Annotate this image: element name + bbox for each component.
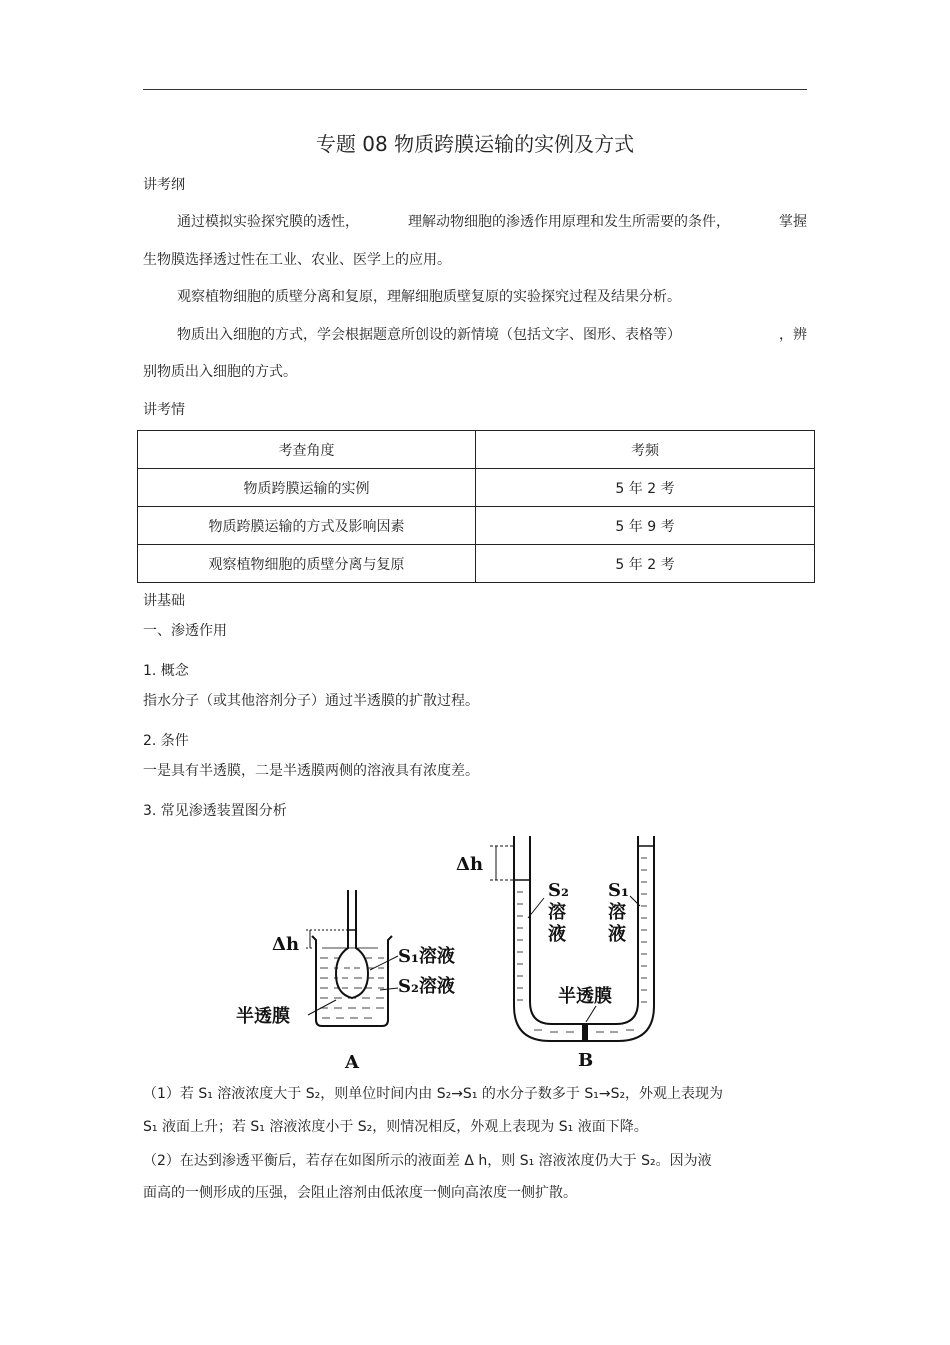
fig-a-delta-h-label: Δh: [272, 934, 300, 955]
fig-b-s1-label: S₁: [608, 880, 629, 901]
table-header-cell: 考频: [476, 431, 815, 469]
analysis-1-line1: （1）若 S₁ 溶液浓度大于 S₂，则单位时间内由 S₂→S₁ 的水分子数多于 S₁→S₂，外观上表现为: [143, 1086, 724, 1102]
analysis-1-line2: S₁ 液面上升；若 S₁ 溶液浓度小于 S₂，则情况相反，外观上表现为 S₁ 液面下降。: [143, 1119, 648, 1135]
page-title: 专题 08 物质跨膜运输的实例及方式: [315, 132, 635, 156]
fig-b-s2-label: S₂: [548, 880, 569, 901]
fig-a-membrane-label: 半透膜: [236, 1006, 290, 1027]
table-cell: 物质跨膜运输的实例: [138, 469, 476, 507]
osmosis-device-a: [230, 890, 480, 1075]
kaogang-paragraph-2: 观察植物细胞的质壁分离和复原，理解细胞质壁复原的实验探究过程及结果分析。: [177, 289, 681, 305]
kaogang-p3-part-a: 物质出入细胞的方式，学会根据题意所创设的新情境（包括文字、图形、表格等）: [177, 327, 681, 343]
fig-b-s2-char1: 溶: [548, 902, 566, 923]
analysis-2-line1: （2）在达到渗透平衡后，若存在如图所示的液面差 Δ h，则 S₁ 溶液浓度仍大于 S₂。因为液: [143, 1153, 712, 1169]
kaogang-p1-part-a: 通过模拟实验探究膜的透性，: [177, 214, 359, 230]
condition-title: 2. 条件: [143, 733, 189, 749]
fig-b-s2-char2: 液: [548, 924, 566, 945]
fig-a-s2-label: S₂溶液: [398, 976, 455, 997]
kaogang-p3-line2: 别物质出入细胞的方式。: [143, 364, 297, 380]
kaogang-p1-line2: 生物膜选择透过性在工业、农业、医学上的应用。: [143, 252, 451, 268]
header-rule: [143, 89, 807, 90]
fig-a-s1-label: S₁溶液: [398, 946, 455, 967]
analysis-2-line2: 面高的一侧形成的压强，会阻止溶剂由低浓度一侧向高浓度一侧扩散。: [143, 1185, 577, 1201]
concept-title: 1. 概念: [143, 663, 189, 679]
table-cell: 5 年 9 考: [476, 507, 815, 545]
table-cell: 5 年 2 考: [476, 469, 815, 507]
concept-text: 指水分子（或其他溶剂分子）通过半透膜的扩散过程。: [143, 693, 479, 709]
fig-b-s1-char1: 溶: [608, 902, 626, 923]
fig-b-membrane-label: 半透膜: [558, 986, 612, 1007]
device-analysis-title: 3. 常见渗透装置图分析: [143, 803, 287, 819]
table-cell: 5 年 2 考: [476, 545, 815, 583]
exam-frequency-table: [137, 430, 815, 583]
table-header-cell: 考查角度: [138, 431, 476, 469]
fig-a-caption: A: [345, 1052, 359, 1073]
fig-b-caption: B: [578, 1050, 594, 1071]
kaogang-p1-part-c: 掌握: [779, 214, 807, 230]
fig-b-delta-h-label: Δh: [456, 854, 484, 875]
heading-kaogang: 讲考纲: [143, 177, 185, 193]
table-row: [138, 507, 815, 545]
kaogang-paragraph-1: [177, 212, 807, 232]
osmosis-device-b: [450, 836, 665, 1076]
heading-section-osmosis: 一、渗透作用: [143, 623, 227, 639]
kaogang-p1-part-b: 理解动物细胞的渗透作用原理和发生所需要的条件，: [408, 214, 730, 230]
heading-kaoqing: 讲考情: [143, 402, 185, 418]
table-row: [138, 545, 815, 583]
kaogang-paragraph-3: [177, 325, 807, 345]
table-cell: 观察植物细胞的质壁分离与复原: [138, 545, 476, 583]
table-row: [138, 469, 815, 507]
heading-jichu: 讲基础: [143, 593, 185, 609]
table-header-row: [138, 431, 815, 469]
kaogang-p3-part-b: ，辨: [779, 327, 807, 343]
fig-b-s1-char2: 液: [608, 924, 626, 945]
condition-text: 一是具有半透膜，二是半透膜两侧的溶液具有浓度差。: [143, 763, 479, 779]
table-cell: 物质跨膜运输的方式及影响因素: [138, 507, 476, 545]
